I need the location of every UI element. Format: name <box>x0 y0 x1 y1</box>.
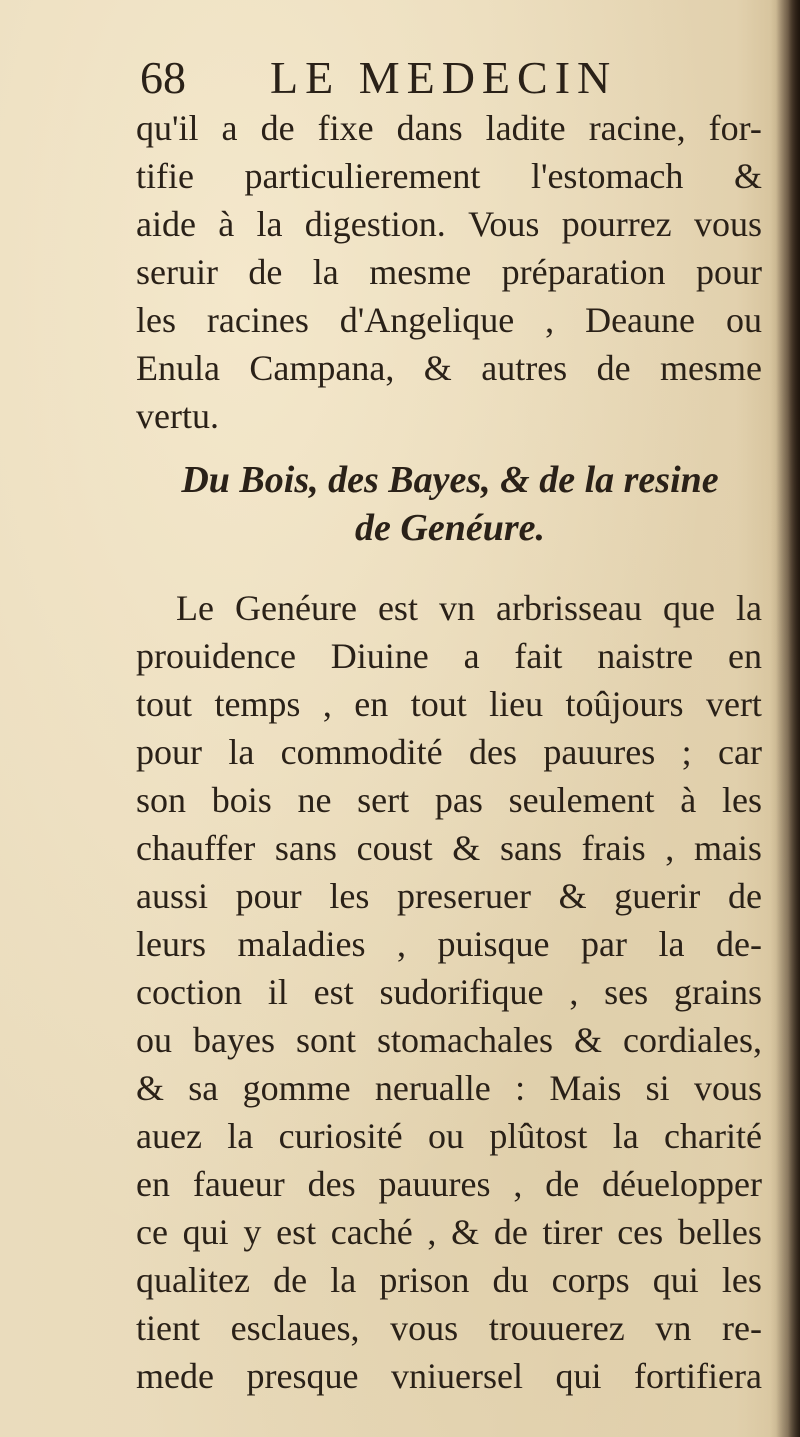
word: ou <box>136 1020 172 1060</box>
word: Diuine <box>330 636 429 676</box>
word: sert <box>357 780 410 820</box>
word: racine, <box>588 108 686 148</box>
section-heading: Du Bois, des Bayes, & de la resine <box>181 459 719 501</box>
word: vous <box>693 204 762 244</box>
word: pour <box>136 732 202 772</box>
word: caché <box>330 1212 413 1252</box>
text-line: vertu. <box>136 396 219 436</box>
word: stomachales <box>377 1020 553 1060</box>
word: seulement <box>508 780 655 820</box>
word: , <box>322 684 332 724</box>
word: qualitez <box>136 1260 250 1300</box>
word: gomme <box>242 1068 351 1108</box>
word: Le <box>176 588 214 628</box>
text-line <box>136 248 762 296</box>
word: les <box>329 876 370 916</box>
word: à <box>218 204 235 244</box>
text-line <box>136 104 762 152</box>
section-heading: de Genéure. <box>355 507 545 549</box>
word: trouuerez <box>488 1308 625 1348</box>
word: qui <box>652 1260 699 1300</box>
word: pauures <box>543 732 656 772</box>
word: guerir <box>614 876 701 916</box>
word: vn <box>655 1308 692 1348</box>
word: qui <box>182 1212 229 1252</box>
word: de <box>545 1164 580 1204</box>
word: de <box>727 876 762 916</box>
word: : <box>515 1068 526 1108</box>
text-line <box>136 728 762 776</box>
word: il <box>267 972 288 1012</box>
text-line <box>136 152 762 200</box>
word: mesme <box>369 252 472 292</box>
word: à <box>680 780 697 820</box>
word: la <box>312 252 339 292</box>
word: préparation <box>501 252 666 292</box>
word: pour <box>695 252 762 292</box>
word: pourrez <box>561 204 672 244</box>
word: la <box>330 1260 357 1300</box>
word: y <box>243 1212 262 1252</box>
word: tout <box>136 684 193 724</box>
word: charité <box>664 1116 762 1156</box>
word: que <box>662 588 715 628</box>
word: aussi <box>136 876 208 916</box>
word: tient <box>136 1308 200 1348</box>
word: corps <box>551 1260 630 1300</box>
word: de <box>273 1260 308 1300</box>
word: les <box>721 780 762 820</box>
word: pauures <box>378 1164 491 1204</box>
word: ladite <box>485 108 566 148</box>
word: plûtost <box>489 1116 588 1156</box>
word: Mais <box>549 1068 622 1108</box>
word: mais <box>693 828 762 868</box>
word: frais <box>581 828 646 868</box>
text-line <box>136 344 762 392</box>
word: , <box>569 972 579 1012</box>
text-line <box>136 1064 762 1112</box>
word: , <box>545 300 555 340</box>
word: la <box>612 1116 639 1156</box>
word: nerualle <box>374 1068 491 1108</box>
word: la <box>227 1116 254 1156</box>
word: prouidence <box>136 636 296 676</box>
word: & <box>733 156 762 196</box>
word: par <box>581 924 627 964</box>
word: en <box>354 684 389 724</box>
word: fixe <box>317 108 374 148</box>
word: la <box>658 924 685 964</box>
text-line <box>136 872 762 920</box>
text-line <box>136 776 762 824</box>
word: Campana, <box>249 348 395 388</box>
word: de <box>493 1212 528 1252</box>
word: vniuersel <box>391 1356 523 1396</box>
word: les <box>136 300 176 340</box>
word: vous <box>693 1068 762 1108</box>
word: lieu <box>489 684 544 724</box>
word: cordiales, <box>623 1020 762 1060</box>
word: la <box>228 732 255 772</box>
word: de- <box>715 924 762 964</box>
text-line <box>136 1160 762 1208</box>
word: l'estomach <box>530 156 684 196</box>
word: & <box>452 828 481 868</box>
word: Deaune <box>585 300 696 340</box>
word: commodité <box>280 732 443 772</box>
word: pour <box>235 876 302 916</box>
word: , <box>513 1164 523 1204</box>
word: , <box>396 924 406 964</box>
word: sont <box>296 1020 357 1060</box>
word: a <box>463 636 480 676</box>
word: vert <box>705 684 762 724</box>
word: digestion. <box>304 204 446 244</box>
word: ; <box>681 732 692 772</box>
word: autres <box>481 348 568 388</box>
word: d'Angelique <box>339 300 515 340</box>
word: sans <box>499 828 562 868</box>
word: en <box>136 1164 170 1204</box>
word: & <box>574 1020 603 1060</box>
word: aide <box>136 204 196 244</box>
word: ses <box>604 972 649 1012</box>
word: tout <box>410 684 467 724</box>
word: du <box>492 1260 529 1300</box>
word: sa <box>188 1068 219 1108</box>
word: a <box>221 108 238 148</box>
word: prison <box>379 1260 470 1300</box>
word: mede <box>136 1356 214 1396</box>
word: preseruer <box>397 876 531 916</box>
word: coust <box>356 828 433 868</box>
text-line <box>136 920 762 968</box>
word: Genéure <box>235 588 357 628</box>
word: de <box>248 252 283 292</box>
text-line <box>136 1016 762 1064</box>
word: qui <box>555 1356 602 1396</box>
text-line <box>136 680 762 728</box>
word: qu'il <box>136 108 199 148</box>
word: , <box>427 1212 437 1252</box>
word: chauffer <box>136 828 256 868</box>
word: déuelopper <box>602 1164 762 1204</box>
word: sans <box>274 828 337 868</box>
text-line <box>136 968 762 1016</box>
word: & <box>136 1068 165 1108</box>
text-line <box>136 296 762 344</box>
word: esclaues, <box>230 1308 360 1348</box>
word: en <box>728 636 762 676</box>
word: & <box>423 348 452 388</box>
word: for- <box>708 108 762 148</box>
text-line <box>136 200 762 248</box>
word: & <box>558 876 587 916</box>
word: leurs <box>136 924 206 964</box>
word: belles <box>677 1212 762 1252</box>
text-line <box>136 1352 762 1400</box>
page-gutter-shadow <box>770 0 800 1437</box>
word: vn <box>438 588 475 628</box>
word: temps <box>214 684 301 724</box>
text-line <box>136 1256 762 1304</box>
word: mesme <box>660 348 762 388</box>
word: son <box>136 780 187 820</box>
word: Vous <box>468 204 540 244</box>
page-number: 68 <box>140 52 186 103</box>
word: auez <box>136 1116 202 1156</box>
word: des <box>468 732 517 772</box>
word: de <box>596 348 631 388</box>
word: pas <box>434 780 483 820</box>
word: presque <box>246 1356 359 1396</box>
word: est <box>276 1212 317 1252</box>
word: vous <box>390 1308 459 1348</box>
word: dans <box>396 108 463 148</box>
text-line <box>136 1304 762 1352</box>
word: re- <box>721 1308 762 1348</box>
word: puisque <box>437 924 550 964</box>
word: ce <box>136 1212 168 1252</box>
word: particulierement <box>244 156 481 196</box>
word: Enula <box>136 348 220 388</box>
word: la <box>256 204 283 244</box>
word: grains <box>674 972 762 1012</box>
word: est <box>377 588 418 628</box>
word: les <box>721 1260 762 1300</box>
word: & <box>451 1212 480 1252</box>
text-line <box>176 584 762 632</box>
word: de <box>260 108 295 148</box>
word: des <box>307 1164 356 1204</box>
word: bayes <box>193 1020 275 1060</box>
word: fortifiera <box>634 1356 762 1396</box>
word: la <box>736 588 762 628</box>
word: maladies <box>237 924 366 964</box>
word: naistre <box>597 636 694 676</box>
word: fait <box>514 636 563 676</box>
word: racines <box>206 300 309 340</box>
word: ces <box>617 1212 664 1252</box>
word: faueur <box>192 1164 285 1204</box>
page-header <box>140 48 760 108</box>
word: tifie <box>136 156 194 196</box>
text-line <box>136 632 762 680</box>
word: si <box>645 1068 670 1108</box>
word: ou <box>427 1116 464 1156</box>
word: curiosité <box>278 1116 403 1156</box>
word: est <box>313 972 354 1012</box>
word: ou <box>725 300 762 340</box>
word: seruir <box>136 252 218 292</box>
word: toûjours <box>565 684 684 724</box>
text-line <box>136 824 762 872</box>
running-title: LE MEDECIN <box>270 52 618 103</box>
word: car <box>718 732 762 772</box>
word: tirer <box>542 1212 603 1252</box>
word: sudorifique <box>379 972 544 1012</box>
word: , <box>665 828 675 868</box>
word: ne <box>297 780 332 820</box>
text-line <box>136 1208 762 1256</box>
text-line <box>136 1112 762 1160</box>
word: bois <box>211 780 272 820</box>
word: coction <box>136 972 242 1012</box>
word: arbrisseau <box>496 588 642 628</box>
